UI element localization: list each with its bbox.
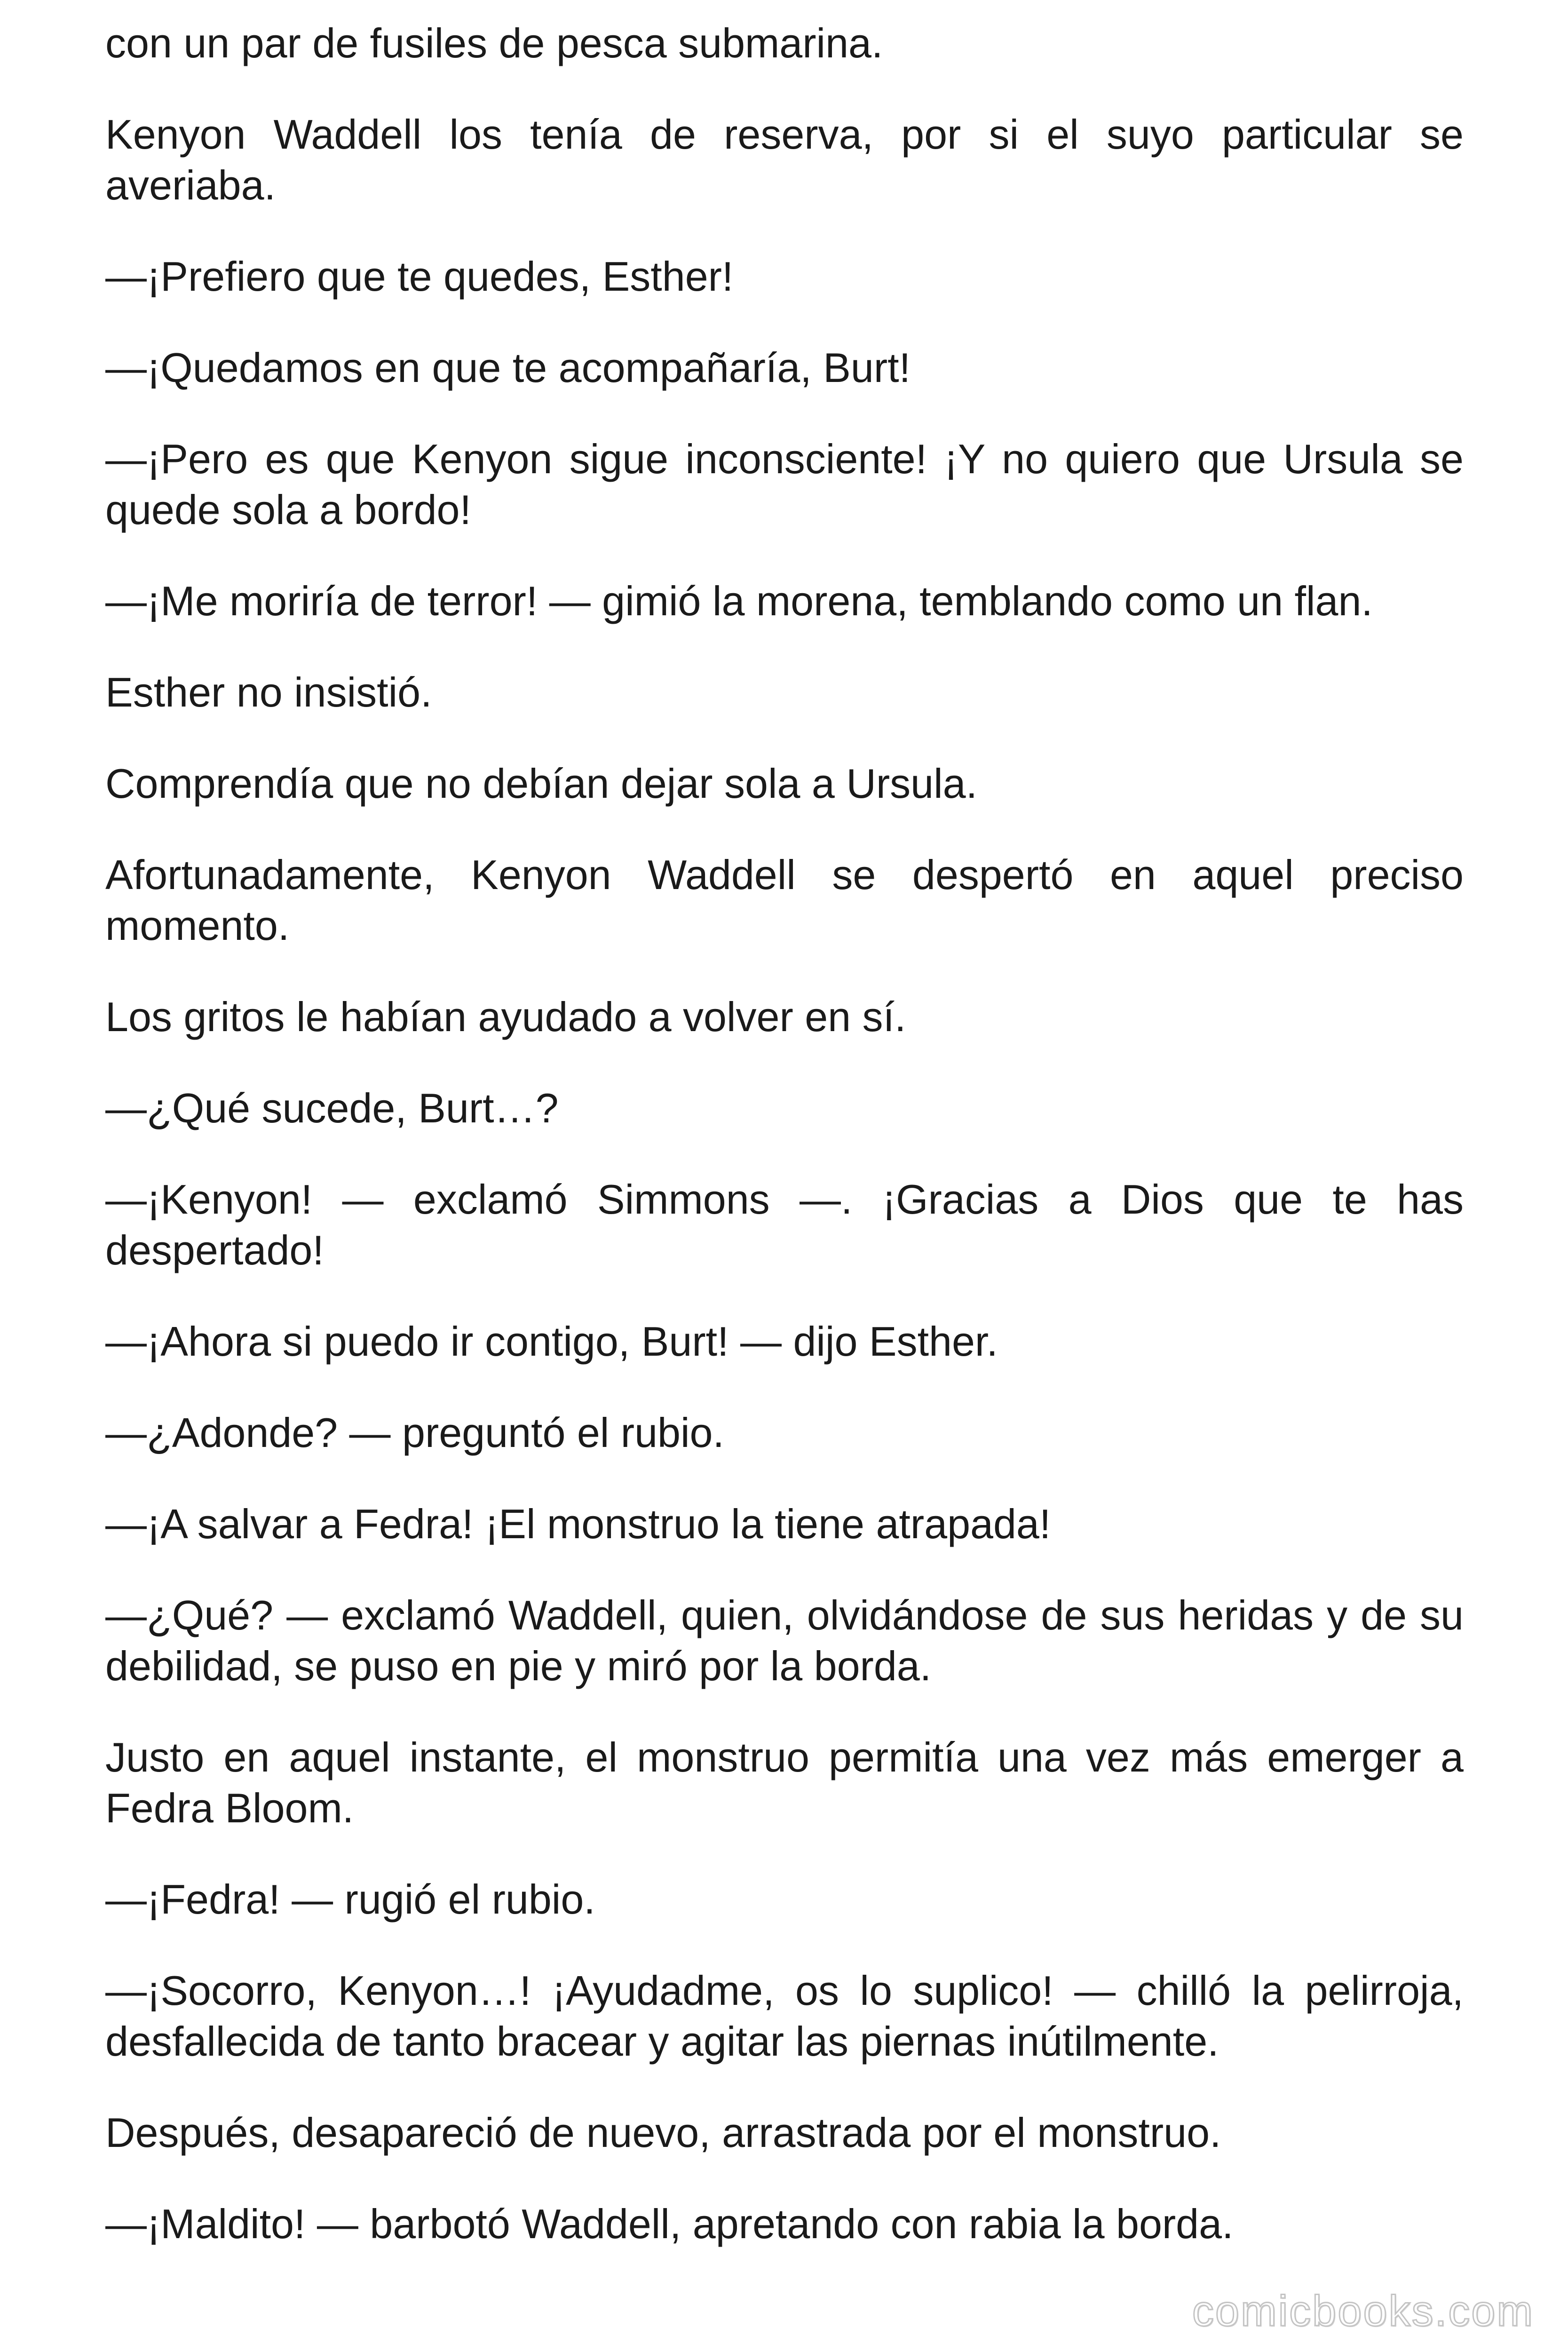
paragraph-15: —¡A salvar a Fedra! ¡El monstruo la tiene atrapada! xyxy=(105,1501,1051,1547)
paragraph-18: —¡Fedra! — rugió el rubio. xyxy=(105,1876,595,1923)
paragraph-8: Comprendía que no debían dejar sola a Ursula. xyxy=(105,760,978,807)
paragraph-17: Justo en aquel instante, el monstruo permitía una vez más emerger a Fedra Bloom. xyxy=(105,1734,1464,1831)
paragraph-9: Afortunadamente, Kenyon Waddell se despertó en aquel preciso momento. xyxy=(105,851,1464,949)
paragraph-2: Kenyon Waddell los tenía de reserva, por si el suyo particular se averiaba. xyxy=(105,111,1464,208)
paragraph-16: —¿Qué? — exclamó Waddell, quien, olvidándose de sus heridas y de su debilidad, se puso en pie y miró por la borda. xyxy=(105,1592,1464,1689)
page-text xyxy=(105,18,1464,2249)
watermark: comicbooks.com xyxy=(1192,2287,1534,2335)
paragraph-13: —¡Ahora si puedo ir contigo, Burt! — dijo Esther. xyxy=(105,1318,998,1365)
paragraph-14: —¿Adonde? — preguntó el rubio. xyxy=(105,1409,724,1456)
paragraph-21: —¡Maldito! — barbotó Waddell, apretando con rabia la borda. xyxy=(105,2201,1234,2247)
paragraph-20: Después, desapareció de nuevo, arrastrada por el monstruo. xyxy=(105,2109,1221,2156)
paragraph-4: —¡Quedamos en que te acompañaría, Burt! xyxy=(105,344,911,391)
paragraph-5: —¡Pero es que Kenyon sigue inconsciente! ¡Y no quiero que Ursula se quede sola a bordo! xyxy=(105,436,1464,533)
paragraph-11: —¿Qué sucede, Burt…? xyxy=(105,1085,559,1131)
paragraph-6: —¡Me moriría de terror! — gimió la morena, temblando como un flan. xyxy=(105,578,1373,624)
paragraph-10: Los gritos le habían ayudado a volver en sí. xyxy=(105,993,906,1040)
paragraph-1: con un par de fusiles de pesca submarina. xyxy=(105,20,883,66)
paragraph-3: —¡Prefiero que te quedes, Esther! xyxy=(105,253,734,300)
paragraph-7: Esther no insistió. xyxy=(105,669,432,715)
paragraph-12: —¡Kenyon! — exclamó Simmons —. ¡Gracias a Dios que te has despertado! xyxy=(105,1176,1464,1273)
paragraph-19: —¡Socorro, Kenyon…! ¡Ayudadme, os lo suplico! — chilló la pelirroja, desfallecida de tanto bracear y agitar las piernas inútilmente. xyxy=(105,1967,1464,2065)
